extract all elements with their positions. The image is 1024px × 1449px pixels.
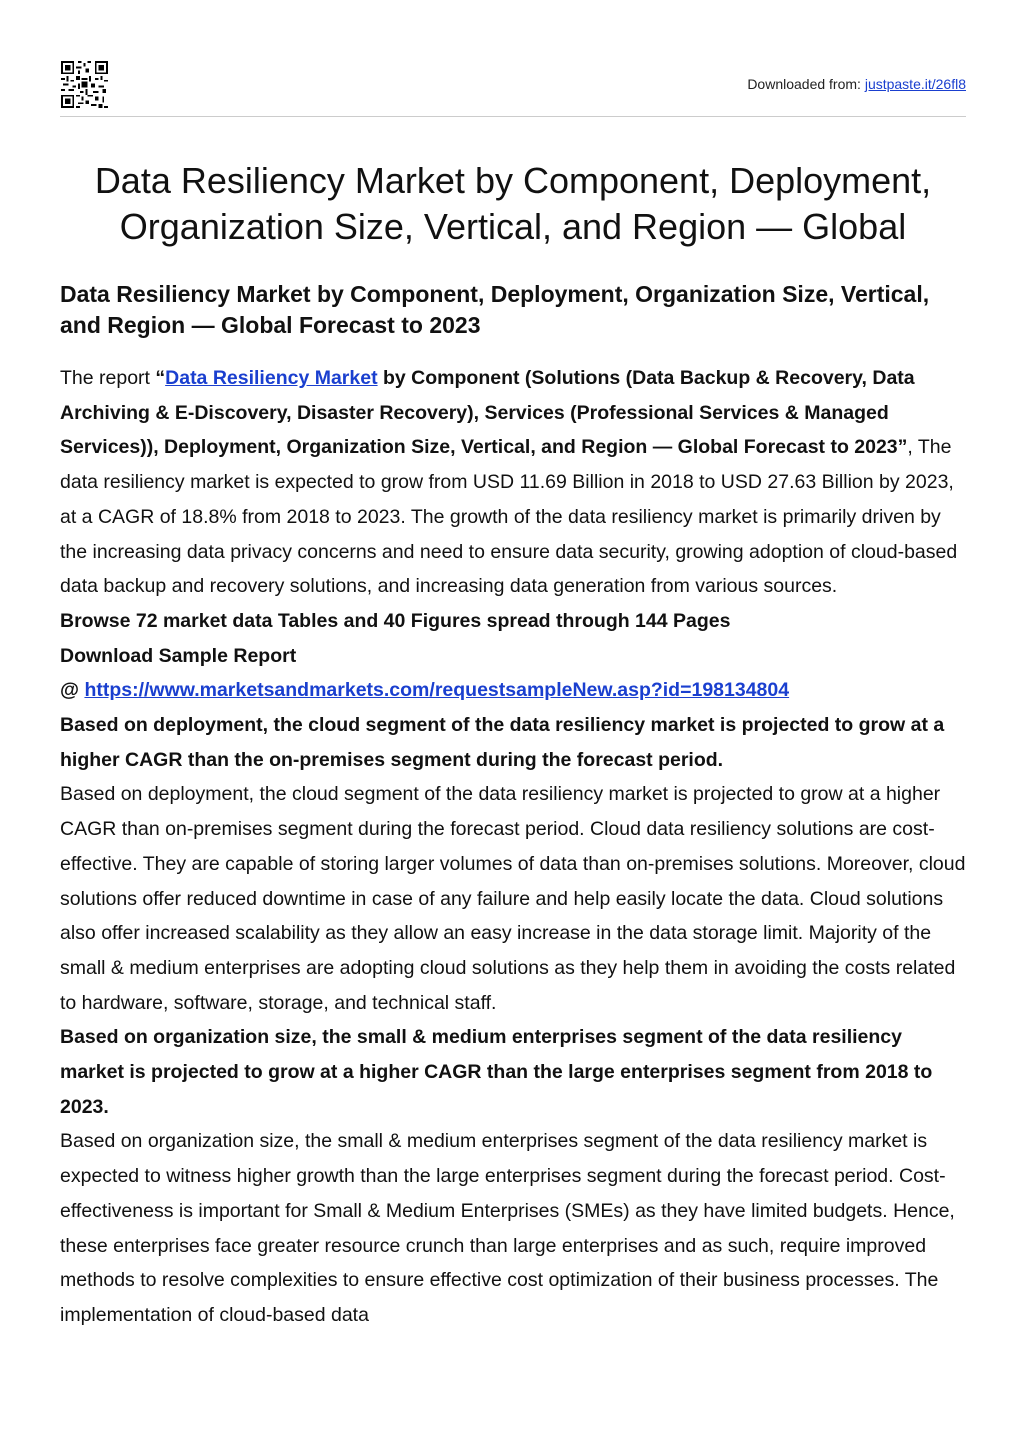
organization-heading: Based on organization size, the small & medium enterprises segment of the data resiliency market is projected to grow at a higher CAGR than the large enterprises segment from 2018 to 2023. <box>60 1026 933 1118</box>
sample-at: @ <box>60 679 85 702</box>
header-divider <box>60 116 966 117</box>
browse-note: Browse 72 market data Tables and 40 Figures spread through 144 Pages <box>60 609 731 632</box>
sample-report-link[interactable]: https://www.marketsandmarkets.com/requestsampleNew.asp?id=198134804 <box>84 679 790 702</box>
download-sample-label: Download Sample Report <box>60 644 297 667</box>
intro-paragraph <box>60 361 968 604</box>
deployment-paragraph: Based on deployment, the cloud segment of the data resiliency market is projected to grow at a higher CAGR than on-premises segment during the forecast period. Cloud data resiliency solutions are cost-effective. They are capable of storing larger volumes of data than on-premises solutions. Moreover, cloud solutions offer reduced downtime in case of any failure and help easily locate the data. Cloud solutions also offer increased scalability as they allow an easy increase in the data storage limit. Majority of the small & medium enterprises are adopting cloud solutions as they help them in avoiding the costs related to hardware, software, storage, and technical staff. <box>60 783 966 1014</box>
qr-code-icon <box>61 61 108 108</box>
deployment-heading: Based on deployment, the cloud segment of the data resiliency market is projected to grow at a higher CAGR than the on-premises segment during the forecast period. <box>60 714 945 771</box>
page-subtitle: Data Resiliency Market by Component, Deployment, Organization Size, Vertical, and Region — Global Forecast to 2023 <box>60 281 930 338</box>
source-link[interactable]: justpaste.it/26fl8 <box>864 76 966 92</box>
downloaded-prefix: Downloaded from: <box>747 76 865 92</box>
intro-prefix: The report <box>60 367 156 389</box>
intro-quote-open: “ <box>155 367 166 389</box>
article-body <box>60 361 968 1333</box>
downloaded-from <box>747 76 966 92</box>
page-title: Data Resiliency Market by Component, Deployment, Organization Size, Vertical, and Region — Global <box>94 160 932 247</box>
organization-paragraph: Based on organization size, the small & medium enterprises segment of the data resiliency market is expected to witness higher growth than the large enterprises segment during the forecast period. Cost-effectiveness is important for Small & Medium Enterprises (SMEs) as they have limited budgets. Hence, these enterprises face greater resource crunch than large enterprises and as such, require improved methods to resolve complexities to ensure effective cost optimization of their business processes. The implementation of cloud-based data <box>60 1130 955 1326</box>
report-full-title: by Component (Solutions (Data Backup & Recovery, Data Archiving & E-Discovery, Disaster Recovery), Services (Professional Services & Managed Services)), Deployment, Organization Size, Vertical, and Region — Global Forecast to 2023” <box>60 367 915 459</box>
intro-text: , The data resiliency market is expected to grow from USD 11.69 Billion in 2018 to USD 27.63 Billion by 2023, at a CAGR of 18.8% from 2018 to 2023. The growth of the data resiliency market is primarily driven by the increasing data privacy concerns and need to ensure data security, growing adoption of cloud-based data backup and recovery solutions, and increasing data generation from various sources. <box>60 436 958 598</box>
report-link[interactable]: Data Resiliency Market <box>165 367 378 389</box>
